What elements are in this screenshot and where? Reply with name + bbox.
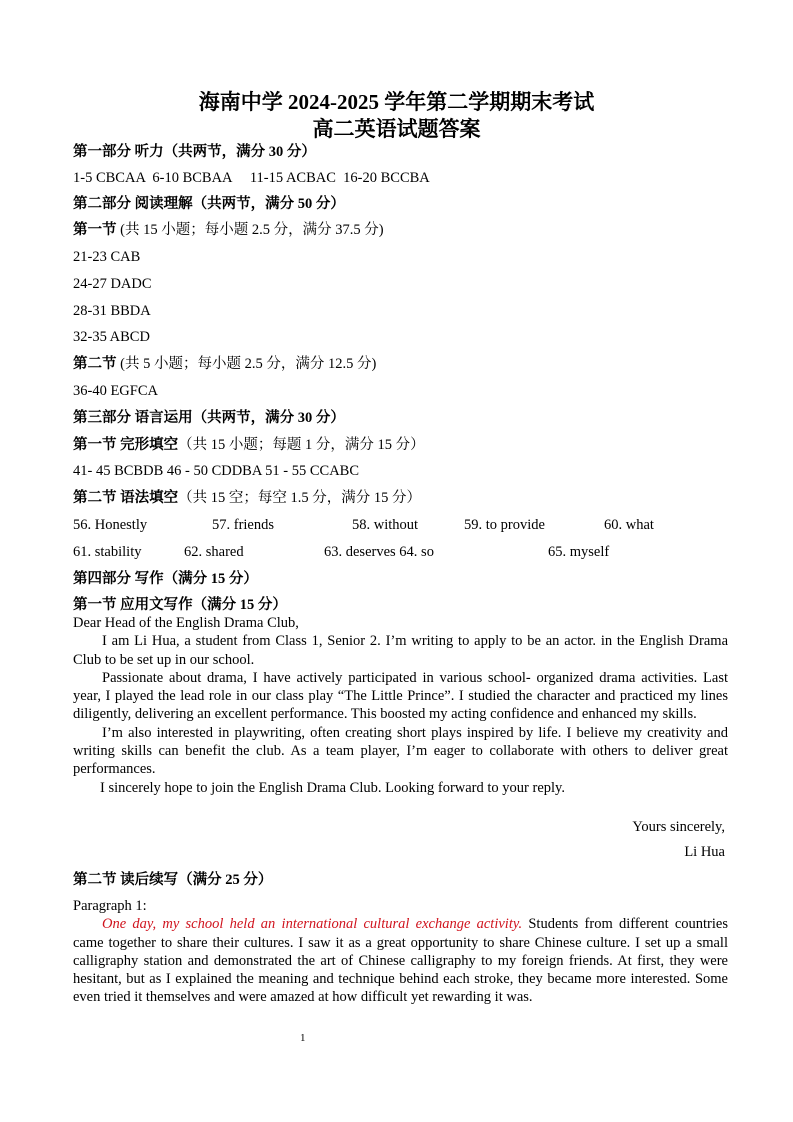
paragraph-label: Paragraph 1: <box>73 898 147 914</box>
part3-section1-header <box>73 436 425 454</box>
exam-subtitle: 高二英语试题答案 <box>312 117 481 141</box>
answer-line: 21-23 CAB <box>73 249 141 265</box>
exam-title: 海南中学 2024-2025 学年第二学期期末考试 <box>198 90 595 114</box>
grammar-answer: 56. Honestly <box>73 517 148 533</box>
continuation-writing <box>73 897 728 1007</box>
grammar-answer: 59. to provide <box>464 517 545 533</box>
grammar-answer: 60. what <box>604 517 654 533</box>
continuation-text: Students from different countries came together to share their cultures. I saw it as a great opportunity to share Chinese culture. I set up a small calligraphy station and demonstrated the art of Chinese calligraphy to my foreign friends. At first, they were hesitant, but as I explained the meaning and technique behind each stroke, they became more interested. Some even tried it themselves and were amazed at how difficult yet rewarding it was. <box>73 916 728 1006</box>
letter-paragraph: I sincerely hope to join the English Drama Club. Looking forward to your reply. <box>100 779 565 796</box>
part2-section1-header <box>73 221 384 239</box>
part2-section1-label: 第一节 <box>73 222 117 238</box>
part4-heading: 第四部分 写作（满分 15 分） <box>73 571 258 587</box>
part3-heading: 第三部分 语言运用（共两节，满分 30 分） <box>73 410 345 426</box>
part3-section2-desc: （共 15 空；每空 1.5 分，满分 15 分） <box>178 490 421 506</box>
grammar-answer: 57. friends <box>212 517 275 533</box>
grammar-answer: 63. deserves 64. so <box>324 544 434 560</box>
answer-line: 28-31 BBDA <box>73 303 151 319</box>
cloze-answers: 41- 45 BCBDB 46 - 50 CDDBA 51 - 55 CCABC <box>73 463 360 479</box>
part2-section1-desc: (共 15 小题；每小题 2.5 分，满分 37.5 分) <box>116 222 384 238</box>
letter-body <box>73 614 728 797</box>
letter-signature: Li Hua <box>684 844 725 860</box>
letter-paragraph: I’m also interested in playwriting, often creating short plays inspired by life. I believe my creativity and writing skills can benefit the club. As a team player, I’m eager to collaborate with others to deliver great performances. <box>73 724 728 778</box>
part4-section2-heading: 第二节 读后续写（满分 25 分） <box>73 872 273 888</box>
letter-paragraph: Passionate about drama, I have actively participated in various school- organized drama activities. Last year, I played the lead role in our class play “The Little Prince”. I studied the character and practiced my lines diligently, delivering an excellent performance. This boosted my acting confidence and enhanced my skills. <box>73 669 728 723</box>
given-opening-sentence: One day, my school held an international cultural exchange activity. <box>102 916 523 933</box>
part2-section2-desc: (共 5 小题；每小题 2.5 分，满分 12.5 分) <box>116 356 377 372</box>
letter-salutation: Dear Head of the English Drama Club, <box>73 615 299 631</box>
answer-line: 32-35 ABCD <box>73 329 150 345</box>
part3-section1-desc: （共 15 小题；每题 1 分，满分 15 分） <box>178 437 425 453</box>
page-number: 1 <box>300 1032 306 1044</box>
part1-answers: 1-5 CBCAA 6-10 BCBAA 11-15 ACBAC 16-20 BCCBA <box>73 170 430 186</box>
paragraph-1 <box>73 915 728 1006</box>
part3-section2-label: 第二节 语法填空 <box>73 490 179 506</box>
letter-closing: Yours sincerely, <box>632 819 725 835</box>
letter-paragraph: I am Li Hua, a student from Class 1, Senior 2. I’m writing to apply to be an actor. in the English Drama Club to be set up in our school. <box>73 633 728 668</box>
grammar-answer: 61. stability <box>73 544 142 560</box>
answer-line: 36-40 EGFCA <box>73 383 158 399</box>
part3-section2-header <box>73 489 421 507</box>
part3-section1-label: 第一节 完形填空 <box>73 437 179 453</box>
part2-section2-label: 第二节 <box>73 356 117 372</box>
part2-section2-header <box>73 355 376 373</box>
grammar-answer: 65. myself <box>548 544 610 560</box>
answer-line: 24-27 DADC <box>73 276 152 292</box>
grammar-answer: 62. shared <box>184 544 244 560</box>
part1-heading: 第一部分 听力（共两节，满分 30 分） <box>73 144 316 160</box>
part4-section1-heading: 第一节 应用文写作（满分 15 分） <box>73 597 287 613</box>
part2-heading: 第二部分 阅读理解（共两节，满分 50 分） <box>73 196 345 212</box>
grammar-answer: 58. without <box>352 517 419 533</box>
